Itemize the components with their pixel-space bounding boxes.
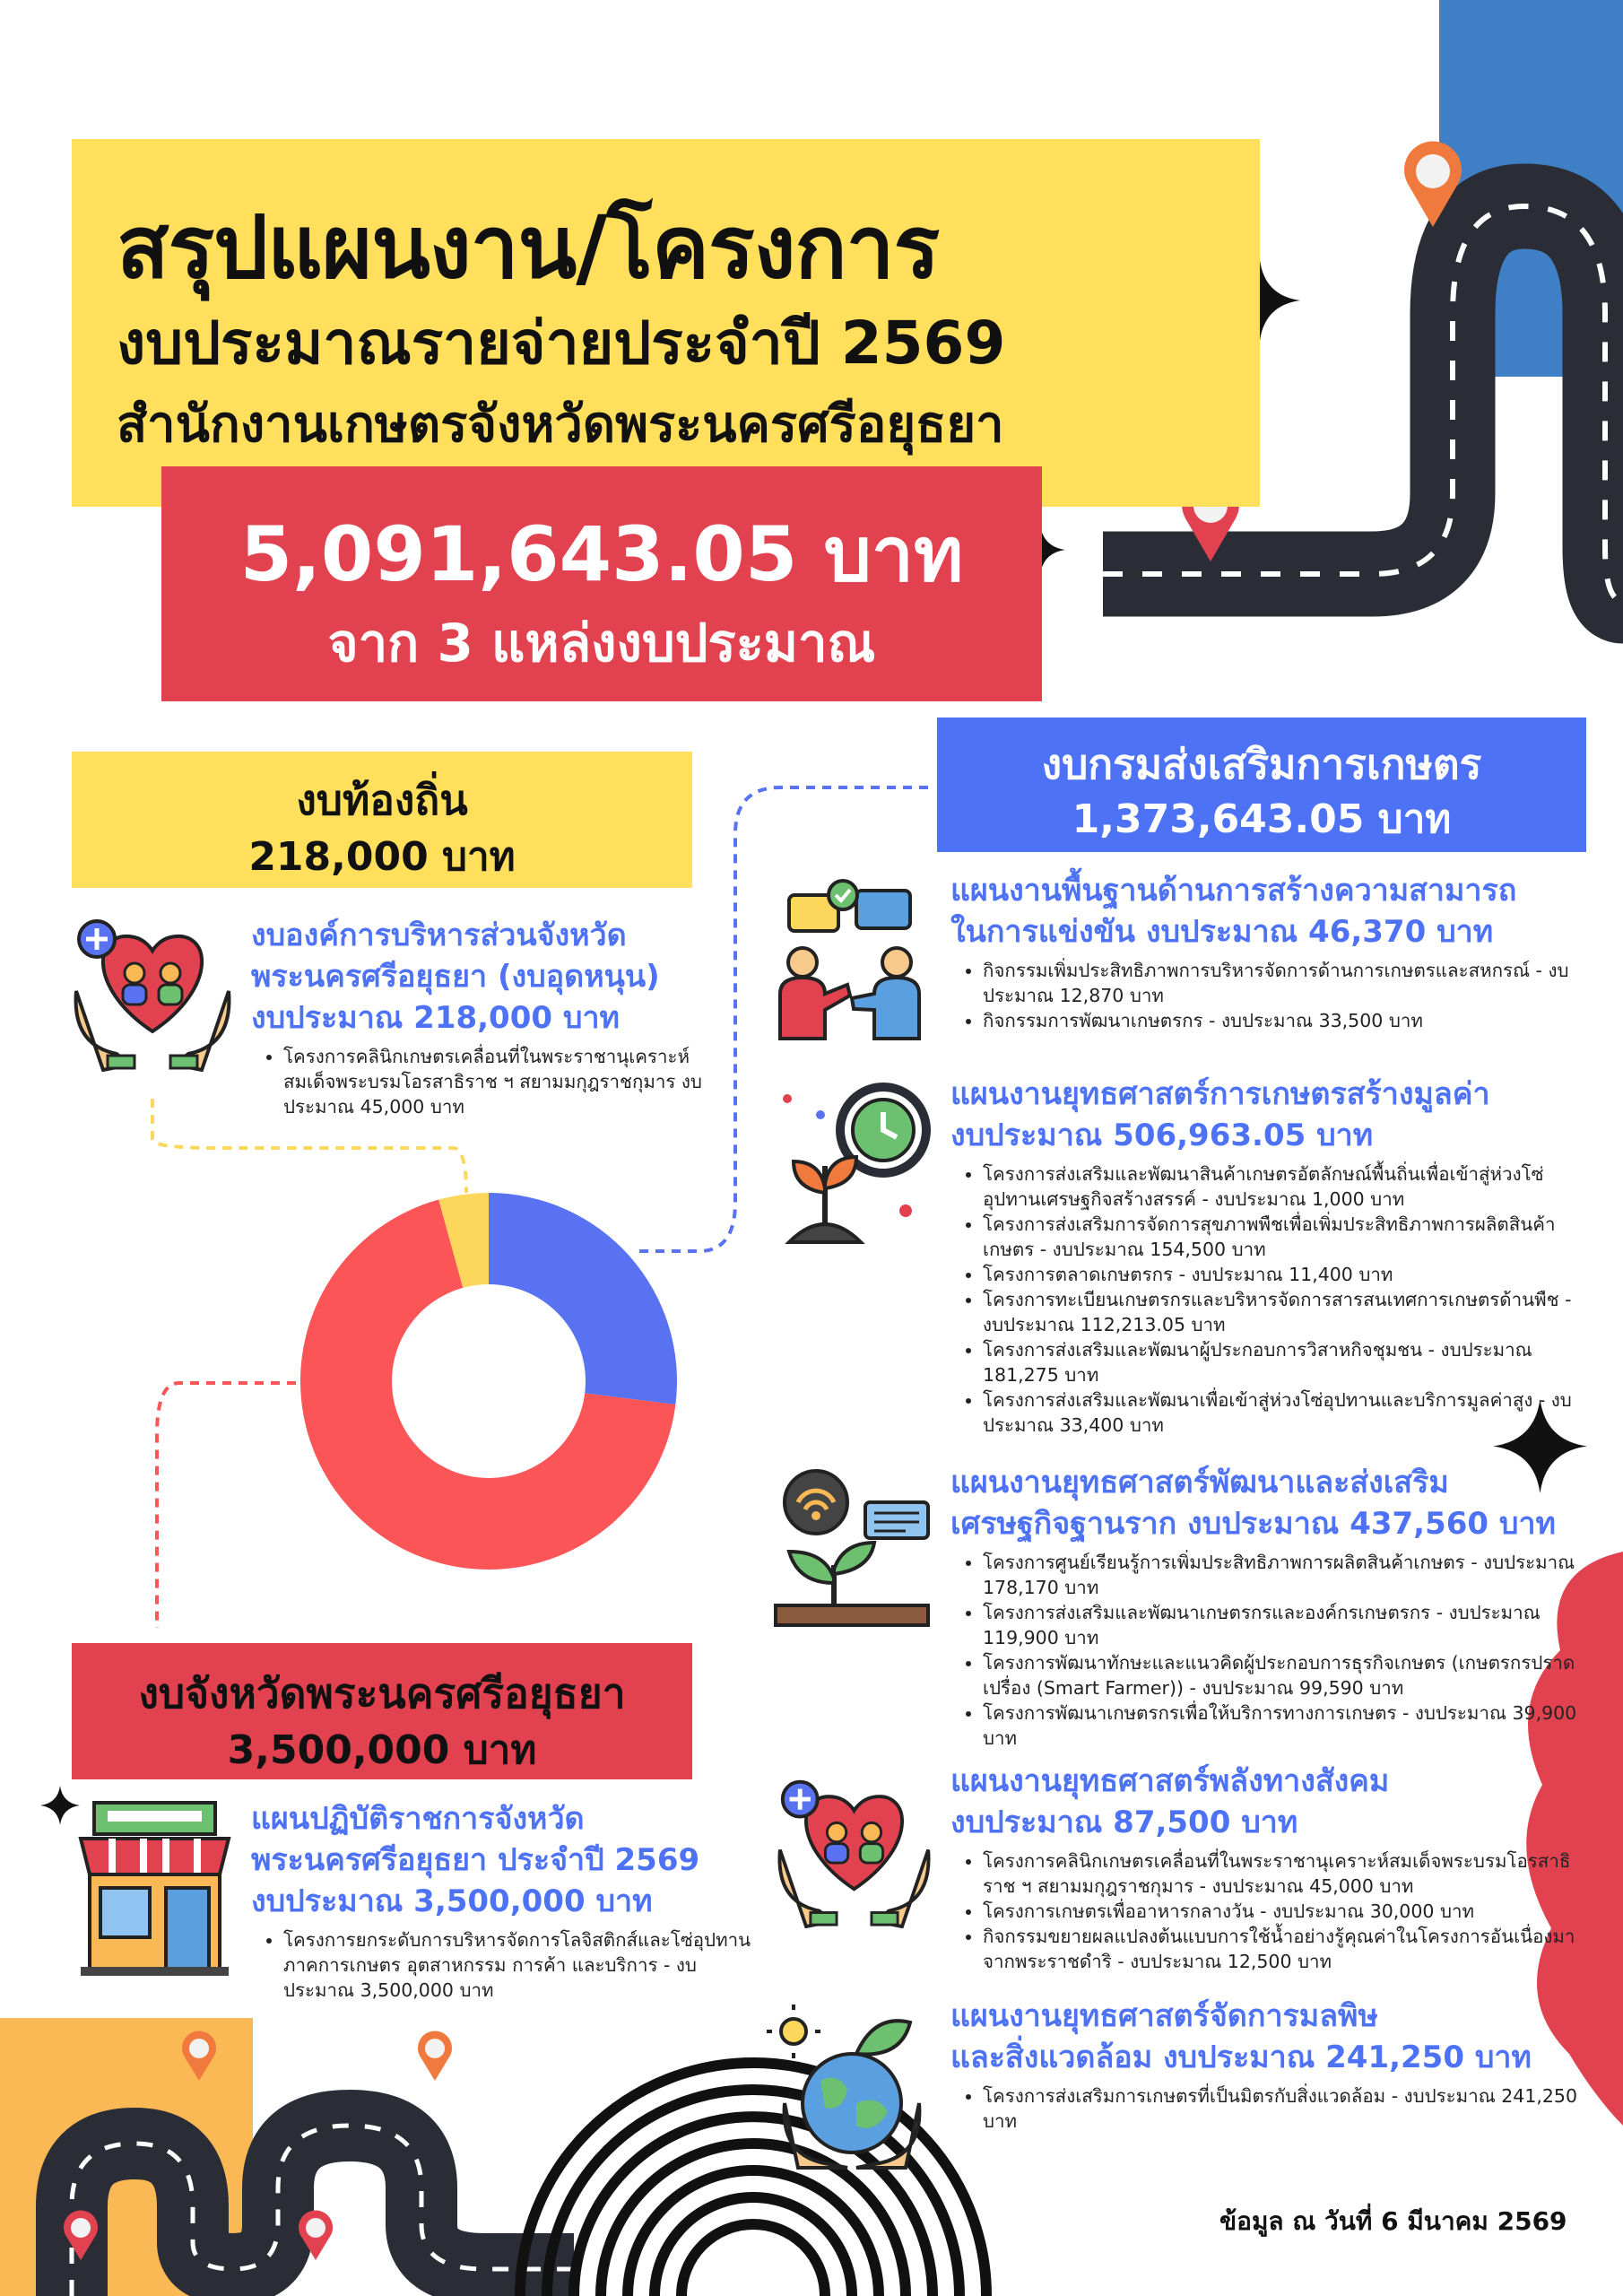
doae-plan-4	[950, 1996, 1596, 2134]
list-item: • โครงการส่งเสริมและพัฒนาผู้ประกอบการวิสาหกิจชุมชน - งบประมาณ 181,275 บาท	[983, 1337, 1596, 1387]
list-item: • โครงการพัฒนาเกษตรกรเพื่อให้บริการทางการเกษตร - งบประมาณ 39,900 บาท	[983, 1700, 1596, 1751]
budget-donut-chart	[296, 1188, 681, 1574]
doae-plan-3-title: แผนงานยุทธศาสตร์พลังทางสังคม งบประมาณ 87,500 บาท	[950, 1763, 1390, 1840]
local-plan-title: งบองค์การบริหารส่วนจังหวัด พระนครศรีอยุธยา (งบอุดหนุน) งบประมาณ 218,000 บาท	[251, 918, 660, 1036]
heart-family-hands-icon	[67, 910, 238, 1072]
data-date-credit: ข้อมูล ณ วันที่ 6 มีนาคม 2569	[1219, 2206, 1567, 2236]
list-item: • โครงการคลินิกเกษตรเคลื่อนที่ในพระราชานุเคราะห์ สมเด็จพระบรมโอรสาธิราช ฯ สยามมกุฎราชกุมาร งบประมาณ 45,000 บาท	[283, 1044, 717, 1119]
list-item: • กิจกรรมขยายผลแปลงต้นแบบการใช้น้ำอย่างรู้คุณค่าในโครงการอันเนื่องมาจากพระราชดำริ - งบประมาณ 12,500 บาท	[983, 1924, 1596, 1974]
doae-plan-2	[950, 1462, 1596, 1751]
seedling-wifi-icon	[771, 1466, 933, 1628]
globe-hands-icon	[767, 2005, 933, 2170]
list-item: • โครงการส่งเสริมและพัฒนาสินค้าเกษตรอัตลักษณ์พื้นถิ่นเพื่อเข้าสู่ห่วงโซ่อุปทานเศรษฐกิจสร้างสรรค์ - งบประมาณ 1,000 บาท	[983, 1161, 1596, 1212]
list-item: • โครงการส่งเสริมการเกษตรที่เป็นมิตรกับสิ่งแวดล้อม - งบประมาณ 241,250 บาท	[983, 2083, 1596, 2134]
doae-plan-0-title: แผนงานพื้นฐานด้านการสร้างความสามารถ ในการแข่งขัน งบประมาณ 46,370 บาท	[950, 873, 1517, 950]
province-plan	[251, 1798, 753, 2003]
province-budget-amount: 3,500,000 บาท	[227, 1727, 537, 1773]
list-item: • โครงการส่งเสริมการจัดการสุขภาพพืชเพื่อเพิ่มประสิทธิภาพการผลิตสินค้าเกษตร - งบประมาณ 154,500 บาท	[983, 1212, 1596, 1262]
list-item: • โครงการยกระดับการบริหารจัดการโลจิสติกส์และโซ่อุปทานภาคการเกษตร อุตสาหกรรม การค้า และบริการ - งบประมาณ 3,500,000 บาท	[283, 1927, 753, 2003]
province-plan-title: แผนปฏิบัติราชการจังหวัด พระนครศรีอยุธยา ประจำปี 2569 งบประมาณ 3,500,000 บาท	[251, 1801, 700, 1919]
local-budget-heading: งบท้องถิ่น	[296, 776, 468, 824]
list-item: • โครงการส่งเสริมและพัฒนาเพื่อเข้าสู่ห่วงโซ่อุปทานและบริการมูลค่าสูง - งบประมาณ 33,400 บาท	[983, 1387, 1596, 1438]
list-item: • โครงการเกษตรเพื่ออาหารกลางวัน - งบประมาณ 30,000 บาท	[983, 1899, 1596, 1924]
doae-budget-amount: 1,373,643.05 บาท	[1072, 796, 1452, 842]
list-item: • โครงการส่งเสริมและพัฒนาเกษตรกรและองค์กรเกษตรกร - งบประมาณ 119,900 บาท	[983, 1600, 1596, 1650]
list-item: • โครงการพัฒนาทักษะและแนวคิดผู้ประกอบการธุรกิจเกษตร (เกษตรกรปราดเปรื่อง (Smart Farmer)) - งบประมาณ 99,590 บาท	[983, 1650, 1596, 1700]
list-item: • โครงการทะเบียนเกษตรกรและบริหารจัดการสารสนเทศการเกษตรด้านพืช - งบประมาณ 112,213.05 บาท	[983, 1287, 1596, 1337]
page-subtitle: งบประมาณรายจ่ายประจำปี 2569	[117, 309, 1006, 378]
page-title: สรุปแผนงาน/โครงการ	[117, 197, 940, 298]
doae-plan-0	[950, 870, 1596, 1033]
doae-plan-1-title: แผนงานยุทธศาสตร์การเกษตรสร้างมูลค่า งบประมาณ 506,963.05 บาท	[950, 1076, 1490, 1153]
list-item: • โครงการศูนย์เรียนรู้การเพิ่มประสิทธิภาพการผลิตสินค้าเกษตร - งบประมาณ 178,170 บาท	[983, 1550, 1596, 1600]
doae-plan-3	[950, 1761, 1596, 1974]
doae-plan-4-title: แผนงานยุทธศาสตร์จัดการมลพิษ และสิ่งแวดล้อม งบประมาณ 241,250 บาท	[950, 1998, 1532, 2075]
doae-plan-2-title: แผนงานยุทธศาสตร์พัฒนาและส่งเสริม เศรษฐกิจฐานราก งบประมาณ 437,560 บาท	[950, 1465, 1556, 1542]
growth-clock-icon	[771, 1081, 933, 1247]
market-shop-icon	[72, 1798, 238, 1978]
agency-name: สำนักงานเกษตรจังหวัดพระนครศรีอยุธยา	[117, 396, 1004, 454]
local-budget-amount: 218,000 บาท	[248, 834, 516, 880]
list-item: • กิจกรรมเพิ่มประสิทธิภาพการบริหารจัดการด้านการเกษตรและสหกรณ์ - งบประมาณ 12,870 บาท	[983, 958, 1596, 1008]
province-budget-heading: งบจังหวัดพระนครศรีอยุธยา	[138, 1669, 626, 1718]
list-item: • กิจกรรมการพัฒนาเกษตรกร - งบประมาณ 33,500 บาท	[983, 1008, 1596, 1033]
doae-plan-1	[950, 1074, 1596, 1438]
local-budget-header	[72, 752, 692, 888]
local-plan	[251, 915, 717, 1119]
total-amount: 5,091,643.05 บาท	[239, 510, 964, 598]
list-item: • โครงการตลาดเกษตรกร - งบประมาณ 11,400 บาท	[983, 1262, 1596, 1287]
discussion-icon	[771, 877, 928, 1043]
doae-budget-heading: งบกรมส่งเสริมการเกษตร	[1041, 740, 1482, 788]
doae-budget-header	[937, 718, 1586, 852]
heart-family-hands-icon	[771, 1771, 937, 1928]
total-sources-note: จาก 3 แหล่งงบประมาณ	[327, 613, 876, 674]
total-banner	[161, 466, 1042, 701]
list-item: • โครงการคลินิกเกษตรเคลื่อนที่ในพระราชานุเคราะห์สมเด็จพระบรมโอรสาธิราช ฯ สยามมกุฎราชกุมาร - งบประมาณ 45,000 บาท	[983, 1848, 1596, 1899]
donut-slice	[489, 1193, 677, 1405]
province-budget-header	[72, 1643, 692, 1779]
